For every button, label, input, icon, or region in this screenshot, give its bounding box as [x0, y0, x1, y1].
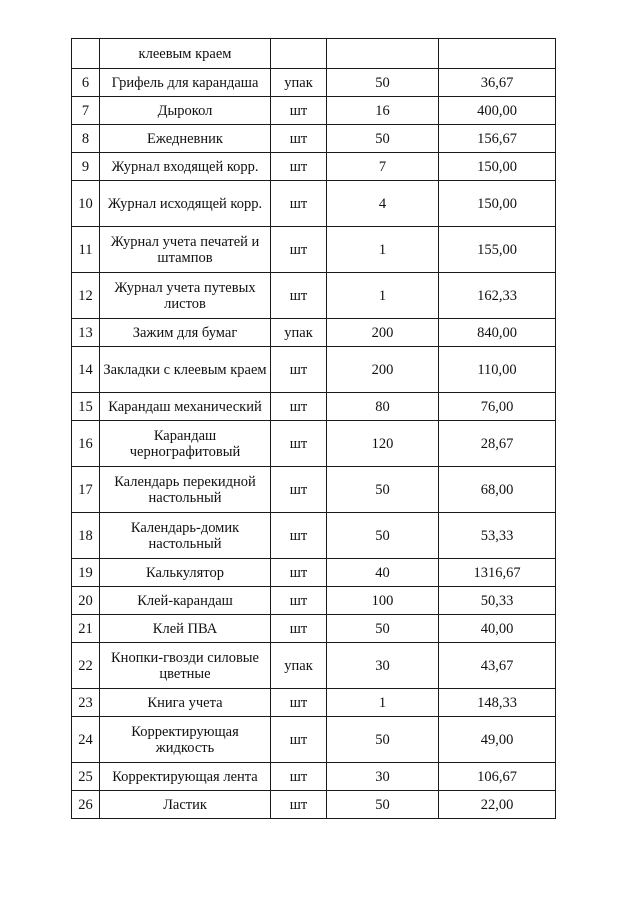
item-quantity: 1 [327, 273, 439, 319]
table-row [72, 393, 556, 421]
row-number: 17 [72, 467, 100, 513]
item-price [439, 39, 556, 69]
item-unit: шт [271, 689, 327, 717]
table-row [72, 615, 556, 643]
row-number: 14 [72, 347, 100, 393]
item-unit: упак [271, 69, 327, 97]
item-name: Корректирующая лента [100, 763, 271, 791]
row-number: 9 [72, 153, 100, 181]
item-unit: шт [271, 125, 327, 153]
item-price: 76,00 [439, 393, 556, 421]
item-unit: упак [271, 319, 327, 347]
item-quantity: 7 [327, 153, 439, 181]
table-row [72, 153, 556, 181]
item-price: 156,67 [439, 125, 556, 153]
item-unit: шт [271, 513, 327, 559]
item-name: Дырокол [100, 97, 271, 125]
item-unit: шт [271, 763, 327, 791]
item-name: Карандаш чернографитовый [100, 421, 271, 467]
row-number: 25 [72, 763, 100, 791]
item-quantity: 80 [327, 393, 439, 421]
item-name: Ластик [100, 791, 271, 819]
table-row [72, 69, 556, 97]
item-unit: шт [271, 615, 327, 643]
item-price: 150,00 [439, 181, 556, 227]
row-number: 26 [72, 791, 100, 819]
item-price: 22,00 [439, 791, 556, 819]
item-unit: шт [271, 97, 327, 125]
item-quantity: 50 [327, 125, 439, 153]
table-row [72, 97, 556, 125]
item-name: Книга учета [100, 689, 271, 717]
item-price: 110,00 [439, 347, 556, 393]
item-price: 68,00 [439, 467, 556, 513]
row-number: 20 [72, 587, 100, 615]
item-price: 40,00 [439, 615, 556, 643]
item-quantity: 50 [327, 717, 439, 763]
table-row [72, 39, 556, 69]
item-quantity: 50 [327, 69, 439, 97]
item-unit: шт [271, 347, 327, 393]
item-quantity [327, 39, 439, 69]
row-number: 23 [72, 689, 100, 717]
item-unit: упак [271, 643, 327, 689]
table-row [72, 513, 556, 559]
item-name: Карандаш механический [100, 393, 271, 421]
table-row [72, 559, 556, 587]
item-price: 400,00 [439, 97, 556, 125]
table-row [72, 467, 556, 513]
row-number: 8 [72, 125, 100, 153]
item-unit: шт [271, 559, 327, 587]
table-row [72, 587, 556, 615]
item-price: 150,00 [439, 153, 556, 181]
table-row [72, 717, 556, 763]
item-unit: шт [271, 717, 327, 763]
item-price: 162,33 [439, 273, 556, 319]
item-price: 1316,67 [439, 559, 556, 587]
row-number: 24 [72, 717, 100, 763]
row-number: 21 [72, 615, 100, 643]
item-name: клеевым краем [100, 39, 271, 69]
table-row [72, 421, 556, 467]
row-number: 15 [72, 393, 100, 421]
supply-table-body [72, 39, 556, 819]
table-row [72, 181, 556, 227]
item-unit: шт [271, 273, 327, 319]
table-row [72, 273, 556, 319]
item-unit: шт [271, 393, 327, 421]
item-quantity: 16 [327, 97, 439, 125]
item-price: 53,33 [439, 513, 556, 559]
item-unit: шт [271, 181, 327, 227]
row-number: 19 [72, 559, 100, 587]
row-number [72, 39, 100, 69]
item-quantity: 1 [327, 227, 439, 273]
item-name: Грифель для карандаша [100, 69, 271, 97]
item-quantity: 50 [327, 513, 439, 559]
item-quantity: 1 [327, 689, 439, 717]
item-price: 840,00 [439, 319, 556, 347]
item-name: Кнопки-гвозди силовые цветные [100, 643, 271, 689]
item-name: Клей ПВА [100, 615, 271, 643]
row-number: 12 [72, 273, 100, 319]
item-name: Корректирующая жидкость [100, 717, 271, 763]
item-unit: шт [271, 421, 327, 467]
item-name: Ежедневник [100, 125, 271, 153]
item-quantity: 40 [327, 559, 439, 587]
table-row [72, 689, 556, 717]
item-name: Журнал исходящей корр. [100, 181, 271, 227]
item-quantity: 200 [327, 347, 439, 393]
item-quantity: 200 [327, 319, 439, 347]
item-unit: шт [271, 467, 327, 513]
item-quantity: 100 [327, 587, 439, 615]
item-name: Клей-карандаш [100, 587, 271, 615]
item-quantity: 50 [327, 615, 439, 643]
item-price: 50,33 [439, 587, 556, 615]
row-number: 13 [72, 319, 100, 347]
item-name: Закладки с клеевым краем [100, 347, 271, 393]
item-unit: шт [271, 791, 327, 819]
table-row [72, 347, 556, 393]
row-number: 22 [72, 643, 100, 689]
table-row [72, 763, 556, 791]
table-row [72, 643, 556, 689]
item-name: Календарь-домик настольный [100, 513, 271, 559]
table-row [72, 125, 556, 153]
item-name: Календарь перекидной настольный [100, 467, 271, 513]
row-number: 16 [72, 421, 100, 467]
item-price: 155,00 [439, 227, 556, 273]
row-number: 11 [72, 227, 100, 273]
item-name: Журнал входящей корр. [100, 153, 271, 181]
item-quantity: 30 [327, 763, 439, 791]
item-unit: шт [271, 153, 327, 181]
supply-table [71, 38, 556, 819]
item-quantity: 4 [327, 181, 439, 227]
item-name: Калькулятор [100, 559, 271, 587]
table-row [72, 319, 556, 347]
row-number: 10 [72, 181, 100, 227]
item-quantity: 50 [327, 791, 439, 819]
item-unit [271, 39, 327, 69]
table-row [72, 227, 556, 273]
item-price: 28,67 [439, 421, 556, 467]
item-quantity: 30 [327, 643, 439, 689]
row-number: 7 [72, 97, 100, 125]
item-price: 36,67 [439, 69, 556, 97]
item-quantity: 50 [327, 467, 439, 513]
item-unit: шт [271, 587, 327, 615]
item-price: 49,00 [439, 717, 556, 763]
item-name: Зажим для бумаг [100, 319, 271, 347]
table-row [72, 791, 556, 819]
item-name: Журнал учета путевых листов [100, 273, 271, 319]
item-price: 43,67 [439, 643, 556, 689]
item-quantity: 120 [327, 421, 439, 467]
item-price: 148,33 [439, 689, 556, 717]
row-number: 6 [72, 69, 100, 97]
item-unit: шт [271, 227, 327, 273]
item-name: Журнал учета печатей и штампов [100, 227, 271, 273]
row-number: 18 [72, 513, 100, 559]
item-price: 106,67 [439, 763, 556, 791]
